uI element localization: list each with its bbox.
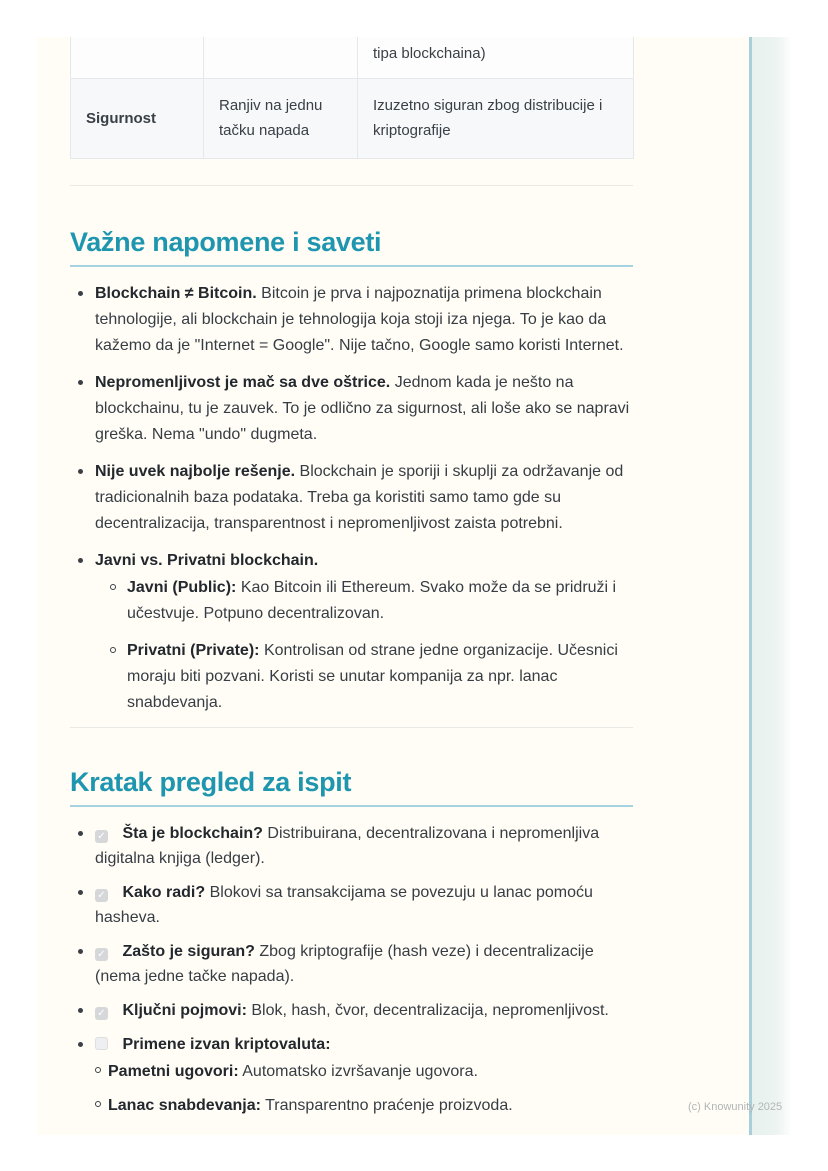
item-lead: Primene izvan kriptovaluta: [122,1035,331,1053]
list-item [78,281,633,359]
bullet-icon [78,1042,83,1047]
task-checkbox[interactable] [95,830,108,843]
bullet-icon [78,558,83,563]
table-row-header: Sigurnost [71,78,204,158]
item-lead: Zašto je siguran? [122,942,255,960]
item-lead: Blockchain ≠ Bitcoin. [95,284,257,302]
copyright-watermark: (c) Knowunity 2025 [688,1101,783,1113]
bullet-icon [78,291,83,296]
checklist-item [78,1032,633,1118]
item-text: Transparentno praćenje proizvoda. [265,1096,513,1114]
item-text: Bitcoin je prva i najpoznatija primena blockchain tehnologije, ali blockchain je tehnologija koja stoji iza njega. To je kao da kažemo da je "Internet = Google". Nije tačno, Google samo koristi Internet. [95,284,624,354]
bullet-icon [78,890,83,895]
item-lead: Nepromenljivost je mač sa dve oštrice. [95,373,391,391]
heading-underline [70,805,633,807]
page-content [70,37,633,1127]
bullet-icon [78,380,83,385]
table-cell: tipa blockchaina) [358,37,634,78]
item-lead: Ključni pojmovi: [122,1001,247,1019]
item-text: Kontrolisan od strane jedne organizacije. Učesnici moraju biti pozvani. Koristi se unutar kompanija za npr. lanac snabdevanja. [127,641,618,711]
sub-list-item [110,575,633,627]
sub-list-item [95,1093,633,1118]
checklist-item [78,939,633,989]
circle-bullet-icon [110,584,116,590]
table-cell [204,37,358,78]
checklist-item [78,998,633,1023]
task-checkbox[interactable] [95,948,108,961]
item-text: Jednom kada je nešto na blockchainu, tu je zauvek. To je odlično za sigurnost, ali loše ako se napravi greška. Nema "undo" dugmeta. [95,373,630,443]
item-lead: Šta je blockchain? [122,824,263,842]
page-accent-strip [749,37,790,1135]
item-text: Blokovi sa transakcijama se povezuju u lanac pomoću hasheva. [95,883,593,926]
sub-list-item [110,638,633,716]
item-lead: Pametni ugovori: [108,1062,239,1080]
item-text: Kao Bitcoin ili Ethereum. Svako može da se pridruži i učestvuje. Potpuno decentralizovan. [127,578,617,622]
heading-underline [70,265,633,267]
checklist-item [78,821,633,871]
item-text: Distribuirana, decentralizovana i nepromenljiva digitalna knjiga (ledger). [95,824,600,867]
sub-list [95,1059,633,1118]
table-cell: Ranjiv na jednu tačku napada [204,78,358,158]
item-lead: Privatni (Private): [127,641,260,659]
comparison-table [70,37,634,159]
notes-list [70,281,633,716]
table-cell: Izuzetno siguran zbog distribucije i kriptografije [358,78,634,158]
bullet-icon [78,949,83,954]
table-cell [71,37,204,78]
list-item [78,459,633,537]
exam-checklist [70,821,633,1118]
task-checkbox[interactable] [95,889,108,902]
bullet-icon [78,831,83,836]
circle-bullet-icon [110,647,116,653]
circle-bullet-icon [95,1101,101,1107]
item-text: Blok, hash, čvor, decentralizacija, nepromenljivost. [251,1001,609,1019]
bullet-icon [78,469,83,474]
circle-bullet-icon [95,1067,101,1073]
section-divider [70,727,633,728]
item-text: Zbog kriptografije (hash veze) i decentralizacije (nema jedne tačke napada). [95,942,594,985]
document-page [37,37,790,1135]
item-lead: Lanac snabdevanja: [108,1096,261,1114]
table-row [71,37,634,78]
item-lead: Javni vs. Privatni blockchain. [95,551,319,569]
section-heading: Važne napomene i saveti [70,226,382,257]
bullet-icon [78,1008,83,1013]
sub-list [95,575,633,716]
section-heading: Kratak pregled za ispit [70,766,352,797]
task-checkbox[interactable] [95,1037,108,1050]
list-item [78,370,633,448]
item-lead: Javni (Public): [127,578,237,596]
item-text: Automatsko izvršavanje ugovora. [242,1062,478,1080]
list-item [78,548,633,716]
checklist-item [78,880,633,930]
task-checkbox[interactable] [95,1007,108,1020]
item-text: Blockchain je sporiji i skuplji za održavanje od tradicionalnih baza podataka. Treba ga koristiti samo tamo gde su decentralizacija, transparentnost i nepromenljivost zaista potrebni. [95,462,624,532]
item-lead: Nije uvek najbolje rešenje. [95,462,296,480]
section-divider [70,185,633,186]
table-row [71,78,634,158]
sub-list-item [95,1059,633,1084]
item-lead: Kako radi? [122,883,206,901]
